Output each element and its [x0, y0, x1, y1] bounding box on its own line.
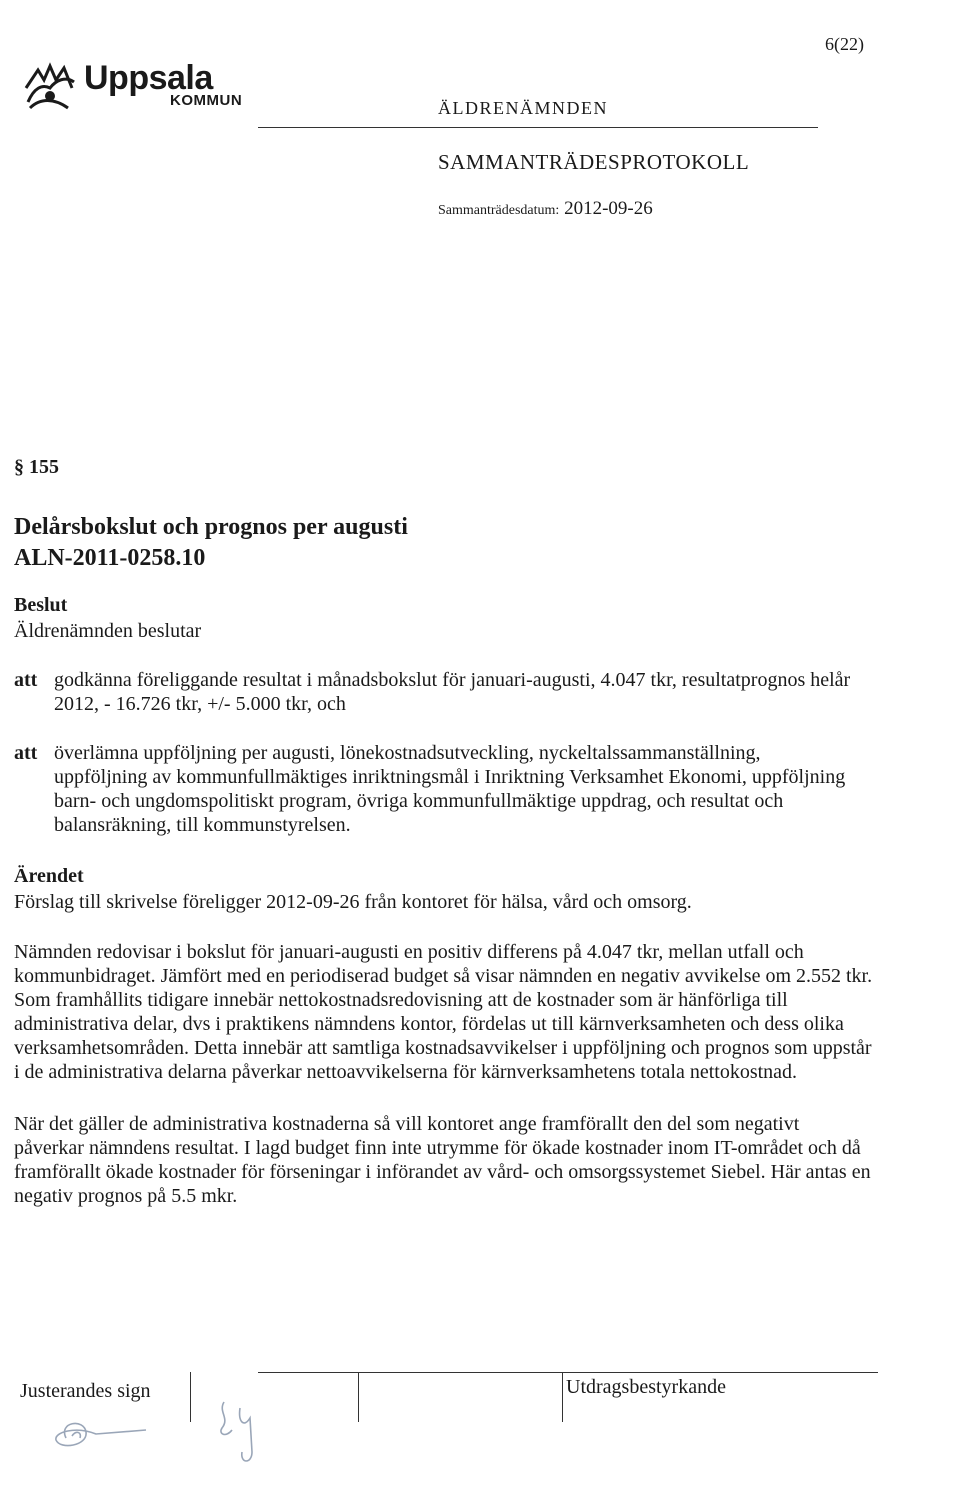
- organization-name: ÄLDRENÄMNDEN: [438, 98, 608, 118]
- header-divider: [258, 127, 818, 128]
- footer-column-divider: [190, 1372, 191, 1422]
- uppsala-crest-icon: [20, 58, 80, 114]
- uppsala-logo: [20, 58, 250, 118]
- meeting-date-label: Sammanträdesdatum:: [438, 203, 560, 218]
- footer-column-divider: [562, 1372, 563, 1422]
- certification-label: Utdragsbestyrkande: [566, 1376, 726, 1398]
- section-subject: [14, 512, 408, 574]
- att-keyword: att: [14, 742, 38, 764]
- decision-item-text: överlämna uppföljning per augusti, lönekostnadsutveckling, nyckeltalssammanställning, uppföljning av kommunfullmäktiges inriktningsmål i Inriktning Verksamhet Ekonomi, uppföljning barn- och ungdomspolitiskt program, övriga kommunfullmäktige uppdrag, och resultat och balansräkning, till kommunstyrelsen.: [54, 742, 846, 836]
- matter-paragraph: När det gäller de administrativa kostnaderna så vill kontoret ange framförallt den del som negativt påverkar nämndens resultat. I lagd budget finn inte utrymme för ökade kostnader inom IT-området och då framförallt ökade kostnader för förseningar i införandet av vård- och omsorgssystemet Siebel. Här antas en negativ prognos på 5.5 mkr.: [14, 1113, 871, 1207]
- footer-column-divider: [358, 1372, 359, 1422]
- decision-heading: Beslut: [14, 594, 68, 616]
- paragraph-number: § 155: [14, 456, 59, 478]
- page-number: 6(22): [825, 34, 864, 54]
- matter-paragraph: Förslag till skrivelse föreligger 2012-09-26 från kontoret för hälsa, vård och omsorg.: [14, 891, 692, 913]
- decision-item: [14, 668, 884, 716]
- decision-item-text: godkänna föreliggande resultat i månadsbokslut för januari-augusti, 4.047 tkr, resultatprognos helår 2012, - 16.726 tkr, +/- 5.000 tkr, och: [54, 669, 851, 715]
- logo-name: Uppsala: [84, 59, 213, 97]
- decision-decider: Äldrenämnden beslutar: [14, 620, 202, 642]
- meeting-date: [438, 198, 653, 220]
- meeting-date-value: 2012-09-26: [564, 198, 653, 219]
- matter-heading: Ärendet: [14, 865, 84, 887]
- signature-1: [36, 1408, 156, 1464]
- case-reference: ALN-2011-0258.10: [14, 545, 206, 571]
- document-title: SAMMANTRÄDESPROTOKOLL: [438, 150, 750, 174]
- footer-divider: [258, 1372, 878, 1373]
- adjusters-sign-label: Justerandes sign: [20, 1380, 151, 1402]
- signature-2: [200, 1392, 280, 1472]
- matter-paragraph: Nämnden redovisar i bokslut för januari-augusti en positiv differens på 4.047 tkr, mellan utfall och kommunbidraget. Jämfört med en periodiserad budget så visar nämnden en negativ avvikelse om 2.552 tkr. Som framhållits tidigare innebär nettokostnadsredovisning att de kostnader som är hänförliga till administrativa delar, dvs i praktikens nämndens kontor, fördelas ut till kärnverksamheten och dess olika verksamhetsområden. Detta innebär att samtliga kostnadsavvikelser i uppföljning och prognos som uppstår i de administrativa delarna påverkar nettoavvikelserna för kärnverksamhetens totala nettokostnad.: [14, 941, 873, 1083]
- att-keyword: att: [14, 669, 38, 691]
- logo-subtitle: KOMMUN: [170, 92, 243, 109]
- section-title: Delårsbokslut och prognos per augusti: [14, 514, 408, 540]
- decision-item: [14, 741, 884, 837]
